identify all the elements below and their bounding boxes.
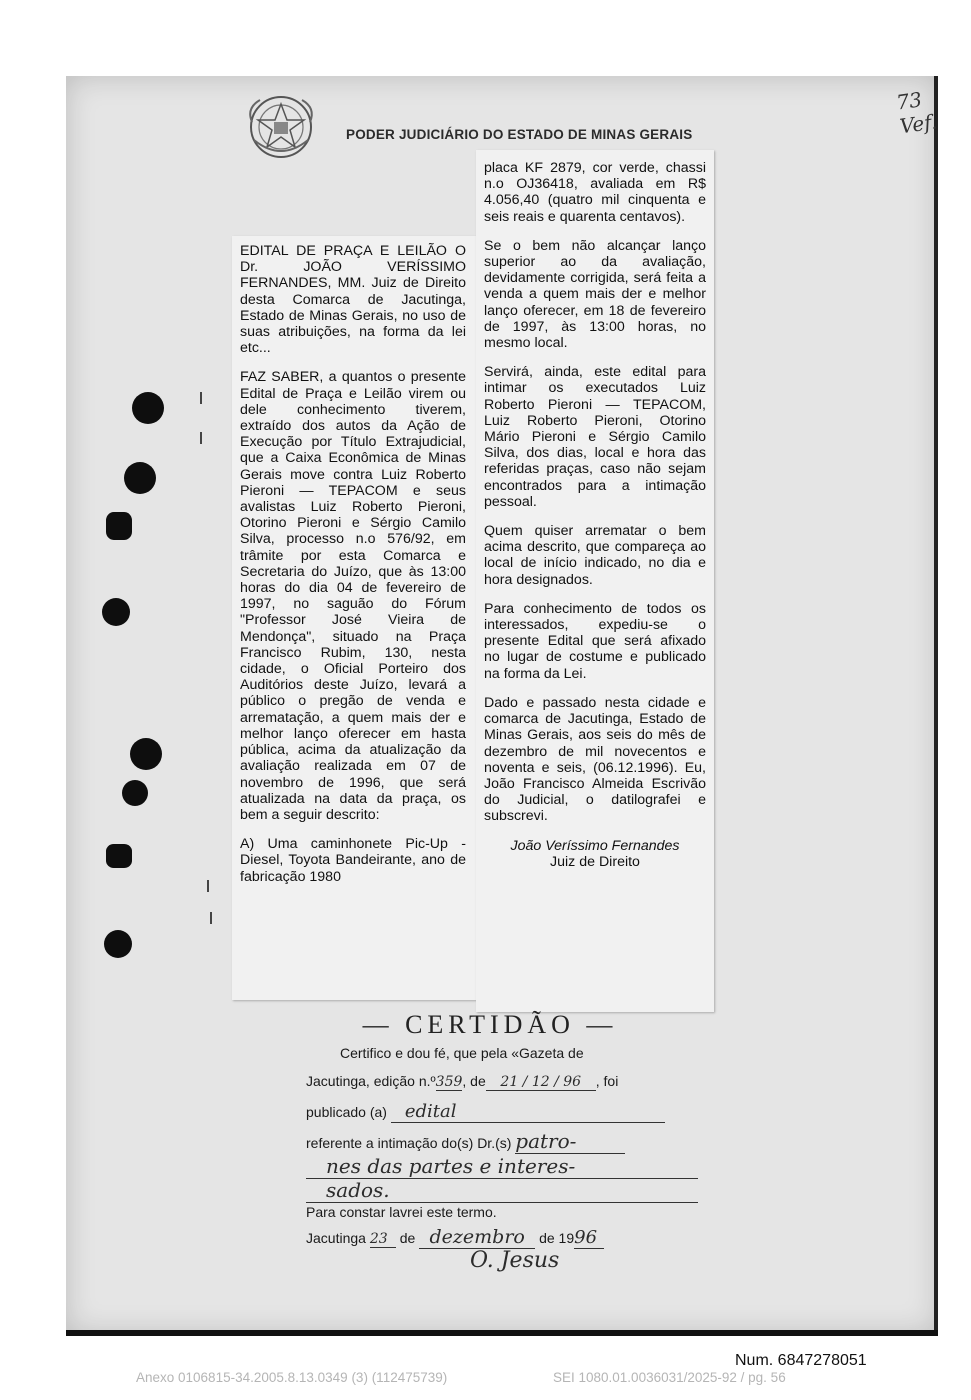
edital-heading: EDITAL DE PRAÇA E LEILÃO O Dr. JOÃO VERÍSSIMO FERNANDES, MM. Juiz de Direito desta Comarca de Jacutinga, Estado de Minas Gerais, no uso de suas atribuições, na forma da lei etc... bbox=[240, 243, 466, 357]
page-header-title: PODER JUDICIÁRIO DO ESTADO DE MINAS GERAIS bbox=[346, 127, 693, 142]
certidao-line-5 bbox=[306, 1154, 698, 1179]
scan-mark bbox=[200, 392, 202, 404]
certidao-line-3 bbox=[306, 1101, 665, 1123]
annex-reference: Anexo 0106815-34.2005.8.13.0349 (3) (112475739) bbox=[136, 1370, 448, 1385]
certidao-text: Jacutinga, edição n.º bbox=[306, 1073, 436, 1089]
binder-hole bbox=[122, 780, 148, 806]
scan-mark bbox=[207, 880, 209, 892]
certidao-line-7 bbox=[306, 1204, 497, 1220]
certidao-line-6 bbox=[306, 1178, 698, 1203]
edital-paragraph: Se o bem não alcançar lanço superior ao da avaliação, devidamente corrigida, será feita a venda a quem mais der e melhor lanço oferecer, em 18 de fevereiro de 1997, às 13:00 horas, no mesmo local. bbox=[484, 237, 706, 352]
coat-of-arms-seal-icon bbox=[244, 90, 318, 164]
edital-paragraph: Quem quiser arrematar o bem acima descrito, que compareça ao local de início indicado, no dia e hora designados. bbox=[484, 523, 706, 588]
edital-paragraph: placa KF 2879, cor verde, chassi n.o OJ36418, avaliada em R$ 4.056,40 (quatro mil cinquenta e seis reais e quarenta centavos). bbox=[484, 160, 706, 225]
certidao-text: Certifico e dou fé, que pela «Gazeta de bbox=[340, 1045, 584, 1061]
edital-paragraph: Dado e passado nesta cidade e comarca de Jacutinga, Estado de Minas Gerais, aos seis do mês de dezembro de mil novecentos e noventa e seis, (06.12.1996). Eu, João Francisco Almeida Escrivão do Judicial, o datilografei e subscrevi. bbox=[484, 694, 706, 825]
edital-paragraph: Servirá, ainda, este edital para intimar os executados Luiz Roberto Pieroni — TEPACOM, Luiz Roberto Pieroni, Otorino Mário Pieroni e Sérgio Camilo Silva, dos dias, local e hora das referidas praças, caso não sejam encontrados para a intimação pessoal. bbox=[484, 364, 706, 510]
handwritten-published-item: edital bbox=[391, 1101, 665, 1123]
scan-mark bbox=[210, 912, 212, 924]
edital-column-1 bbox=[240, 243, 466, 898]
certidao-text: referente a intimação do(s) Dr.(s) bbox=[306, 1135, 512, 1151]
binder-hole bbox=[102, 598, 130, 626]
certidao-line-1 bbox=[340, 1045, 584, 1061]
binder-hole bbox=[104, 930, 132, 958]
handwritten-page-number: 73 bbox=[894, 87, 924, 115]
handwritten-year: 96 bbox=[574, 1227, 604, 1249]
handwritten-month: dezembro bbox=[419, 1226, 535, 1249]
handwritten-addressee-1: patro- bbox=[515, 1129, 625, 1154]
sei-page-reference: SEI 1080.01.0036031/2025-92 / pg. 56 bbox=[553, 1370, 786, 1385]
scan-mark bbox=[200, 432, 202, 444]
handwritten-initials: Vef. bbox=[898, 109, 939, 139]
certidao-text: de bbox=[399, 1230, 416, 1246]
certidao-text: Jacutinga bbox=[306, 1230, 366, 1246]
page-edge-shadow bbox=[934, 76, 938, 1334]
certidao-text: Para constar lavrei este termo. bbox=[306, 1204, 497, 1220]
handwritten-marginalia bbox=[895, 86, 939, 139]
certidao-text: publicado (a) bbox=[306, 1104, 387, 1120]
edital-paragraph: FAZ SABER, a quantos o presente Edital de Praça e Leilão virem ou dele conhecimento tiverem, extraído dos autos da Ação de Execução por Título Extrajudicial, que a Caixa Econômica de Minas Gerais move contra Luiz Roberto Pieroni — TEPACOM e seus avalistas Luiz Roberto Pieroni, Otorino Pieroni e Sérgio Camilo Silva, processo n.o 576/92, em trâmite por esta Comarca e Secretaria do Juízo, que às 13:00 horas do dia 04 de fevereiro de 1997, no saguão do Fórum "Professor José Vieira de Mendonça", situado na Praça Francisco Rubim, 130, nesta cidade, o Oficial Porteiro dos Auditórios deste Juízo, levará a público o pregão de venda e arrematação, a quem mais der e melhor lanço oferecer em hasta pública, acima da atualização da avaliação realizada em 07 de novembro de 1996, que será atualizada na data da praça, os bem a seguir descrito: bbox=[240, 369, 466, 823]
handwritten-addressee-3: sados. bbox=[306, 1178, 698, 1203]
edital-paragraph: A) Uma caminhonete Pic-Up - Diesel, Toyota Bandeirante, ano de fabricação 1980 bbox=[240, 836, 466, 885]
certidao-line-2 bbox=[306, 1073, 618, 1091]
handwritten-edition-number: 359 bbox=[435, 1074, 463, 1090]
handwritten-addressee-2: nes das partes e interes- bbox=[306, 1154, 698, 1179]
document-number: Num. 6847278051 bbox=[735, 1352, 867, 1369]
certidao-text: , foi bbox=[595, 1073, 619, 1089]
binder-hole bbox=[106, 512, 132, 540]
certidao-line-8 bbox=[306, 1226, 604, 1249]
handwritten-edition-date: 21 / 12 / 96 bbox=[486, 1074, 596, 1091]
handwritten-day: 23 bbox=[370, 1231, 396, 1248]
binder-hole bbox=[124, 462, 156, 494]
page-edge-bottom bbox=[66, 1330, 938, 1336]
edital-paragraph: Para conhecimento de todos os interessados, expediu-se o presente Edital que será afixado no lugar de costume e publicado na forma da Lei. bbox=[484, 600, 706, 682]
judge-signature-name: João Veríssimo Fernandes bbox=[510, 837, 680, 854]
judge-signature-role: Juiz de Direito bbox=[550, 853, 640, 870]
certidao-line-4 bbox=[306, 1129, 625, 1154]
certidao-text: , de bbox=[462, 1073, 486, 1089]
binder-hole bbox=[106, 844, 132, 868]
certidao-title: — CERTIDÃO — bbox=[362, 1010, 618, 1039]
edital-column-2 bbox=[484, 160, 706, 870]
certidao-text: de 19 bbox=[539, 1230, 575, 1246]
clerk-signature: O. Jesus bbox=[470, 1248, 560, 1273]
binder-hole bbox=[132, 392, 164, 424]
binder-hole bbox=[130, 738, 162, 770]
